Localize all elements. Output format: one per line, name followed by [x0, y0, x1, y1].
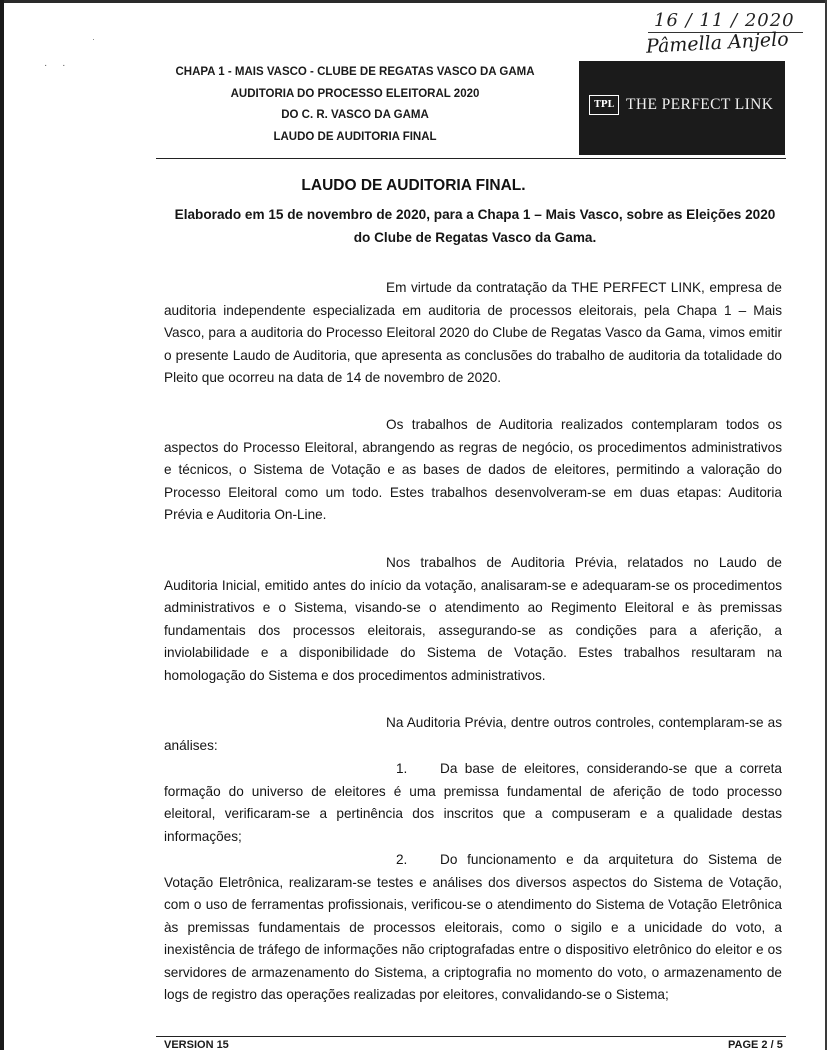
subtitle-line-2: do Clube de Regatas Vasco da Gama. [353, 229, 597, 245]
header-line-3: DO C. R. VASCO DA GAMA [281, 109, 429, 121]
the-perfect-link-logo [579, 61, 785, 155]
document-header [150, 62, 560, 148]
scan-top-edge [0, 0, 827, 3]
subtitle-line-1: Elaborado em 15 de novembro de 2020, para a Chapa 1 – Mais Vasco, sobre as Eleições 2020 [174, 207, 776, 222]
scan-specks: · · [44, 60, 72, 71]
paragraph-2: Os trabalhos de Auditoria realizados contemplaram todos os aspectos do Processo Eleitoral, abrangendo as regras de negócio, os procedimentos administrativos e técnicos, o Sistema de Votação e as bases de dados de eleitores, permitindo a valoração do Processo Eleitoral como um todo. Estes trabalhos desenvolveram-se em duas etapas: Auditoria Prévia e Auditoria On-Line. [164, 417, 782, 522]
list-item-text: Do funcionamento e da arquitetura do Sistema de Votação Eletrônica, realizaram-se testes e análises dos diversos aspectos do Sistema de Votação, com o uso de ferramentas profissionais, verificou-se o atendimento do Sistema de Votação Eletrônica às premissas fundamentais de processos eleitorais, como o sigilo e a unicidade do voto, a inexistência de tráfego de informações não criptografadas entre o dispositivo eletrônico do eleitor e os servidores de armazenamento do Sistema, a criptografia no momento do voto, o armazenamento de logs de registro das operações realizadas por eleitores, convalidando-se o Sistema; [164, 852, 782, 1002]
logo-text: THE PERFECT LINK [626, 96, 774, 113]
list-item-number: 2. [396, 852, 408, 867]
list-item-text: Da base de eleitores, considerando-se que a correta formação do universo de eleitores é uma premissa fundamental de aferição de todo processo eleitoral, verificaram-se a pertinência dos inscritos que a compuseram e a qualidade destas informações; [164, 761, 782, 844]
paragraph-3: Nos trabalhos de Auditoria Prévia, relatados no Laudo de Auditoria Inicial, emitido antes do início da votação, analisaram-se e adequaram-se os procedimentos administrativos e o Sistema, visando-se o atendimento ao Regimento Eleitoral e às premissas fundamentais dos processos eleitorais, assegurando-se as condições para a aferição, a inviolabilidade e a disponibilidade do Sistema de Votação. Estes trabalhos resultaram na homologação do Sistema e dos procedimentos administrativos. [164, 555, 782, 683]
header-line-2: AUDITORIA DO PROCESSO ELEITORAL 2020 [230, 87, 480, 100]
list-item [164, 849, 782, 1007]
header-divider [156, 158, 786, 159]
handwritten-signature: Pâmella Anjelo [645, 28, 790, 58]
footer-divider [156, 1036, 786, 1037]
footer-version: VERSION 15 [164, 1039, 229, 1051]
scan-left-edge [0, 0, 4, 1050]
scan-speck: · [92, 34, 95, 44]
stamp-date: 16 / 11 / 2020 [654, 10, 795, 31]
tpl-logo-icon: TPL [589, 95, 619, 115]
received-stamp [640, 4, 820, 56]
paragraph-4: Na Auditoria Prévia, dentre outros controles, contemplaram-se as análises: [164, 715, 782, 753]
footer-page-number: PAGE 2 / 5 [728, 1039, 783, 1051]
header-line-4: LAUDO DE AUDITORIA FINAL [273, 130, 437, 143]
paragraph-1: Em virtude da contratação da THE PERFECT LINK, empresa de auditoria independente especializada em auditoria de processos eleitorais, pela Chapa 1 – Mais Vasco, para a auditoria do Processo Eleitoral 2020 do Clube de Regatas Vasco da Gama, vimos emitir o presente Laudo de Auditoria, que apresenta as conclusões do trabalho de auditoria da totalidade do Pleito que ocorreu na data de 14 de novembro de 2020. [164, 280, 782, 385]
document-subtitle [150, 204, 800, 249]
header-line-1: CHAPA 1 - MAIS VASCO - CLUBE DE REGATAS VASCO DA GAMA [175, 66, 535, 78]
document-title: LAUDO DE AUDITORIA FINAL. [301, 177, 526, 194]
list-item [164, 758, 782, 848]
list-item-number: 1. [396, 761, 408, 776]
